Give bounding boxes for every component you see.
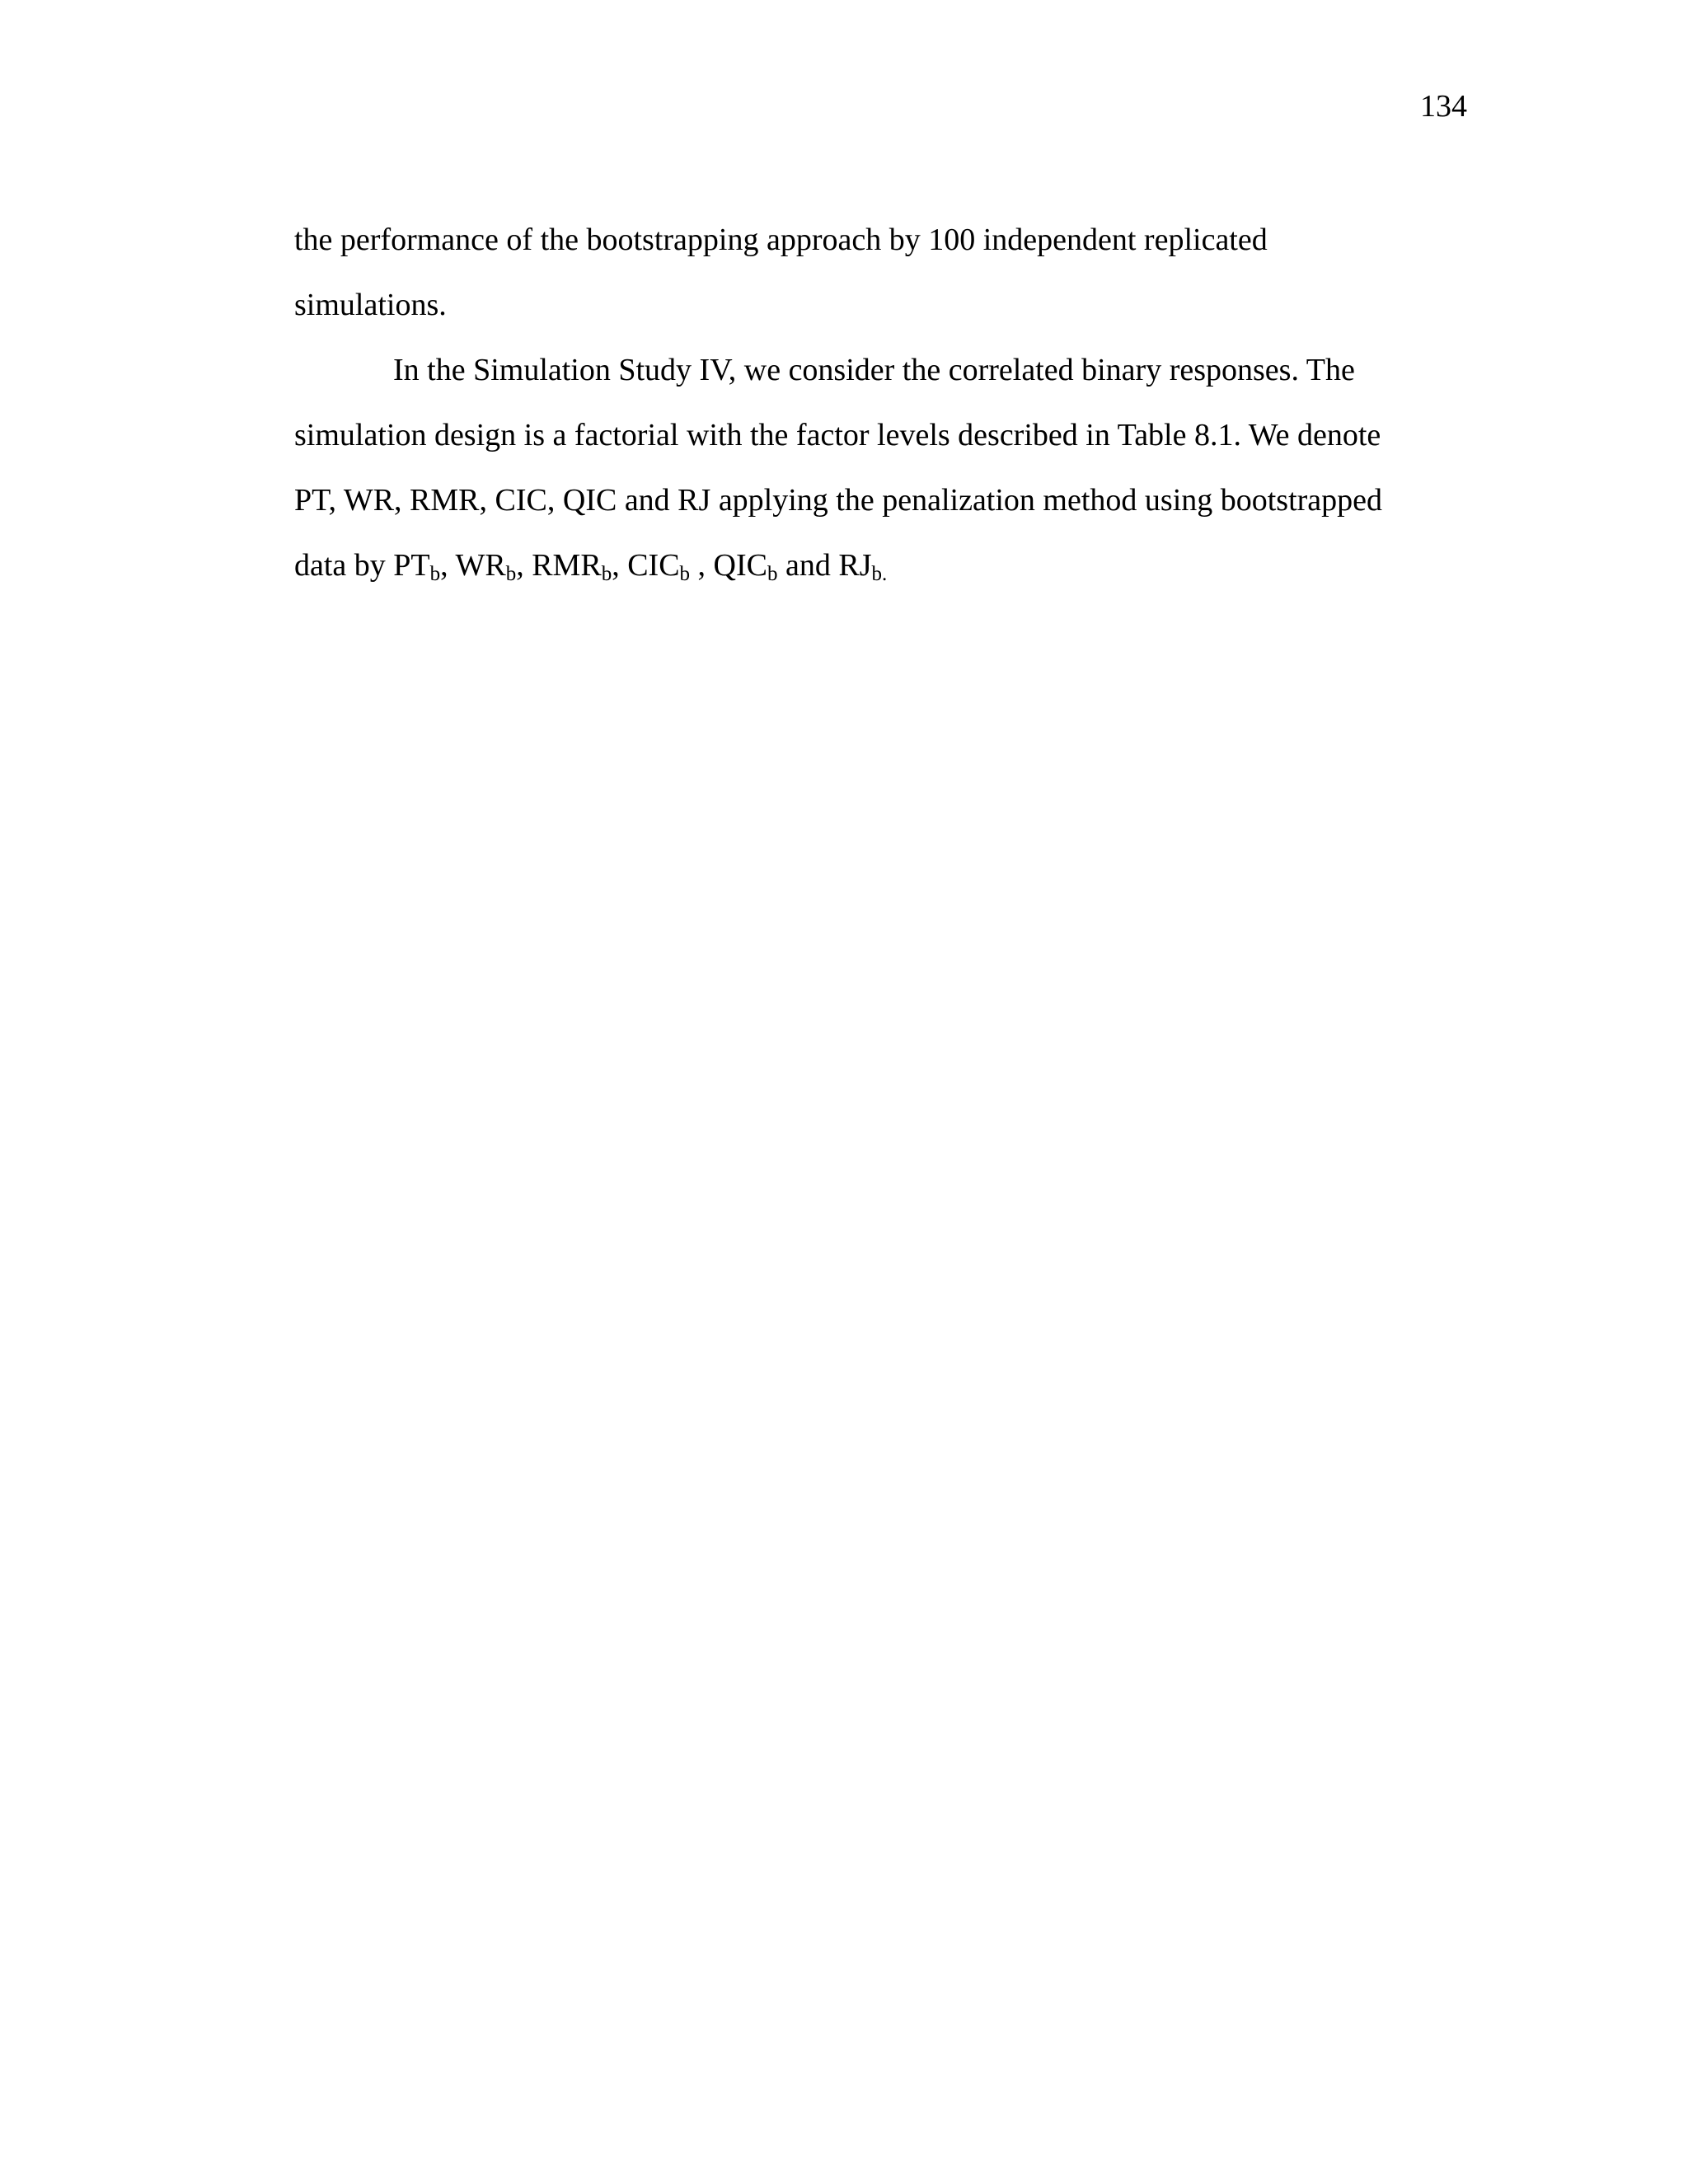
method-rmr — [532, 548, 612, 583]
paragraph-2-line-4 — [294, 533, 1489, 598]
method-subscript: b — [679, 563, 691, 585]
separator: , — [612, 548, 628, 583]
method-cic — [627, 548, 690, 583]
paragraph-1-line-2: simulations. — [294, 288, 447, 322]
paragraph-2-line-2: simulation design is a factorial with the factor levels described in Table 8.1. We denote — [294, 418, 1381, 452]
paragraph-2-line-3: PT, WR, RMR, CIC, QIC and RJ applying the penalization method using bootstrapped — [294, 483, 1383, 518]
paragraph-1-line-1: the performance of the bootstrapping approach by 100 independent replicated — [294, 223, 1268, 257]
method-base: RMR — [532, 548, 602, 583]
method-base: RJ — [838, 548, 872, 583]
method-base: PT — [393, 548, 430, 583]
separator: , — [516, 548, 532, 583]
paragraph-2-line-1: In the Simulation Study IV, we consider the correlated binary responses. The — [393, 353, 1355, 387]
method-base: QIC — [713, 548, 767, 583]
method-wr — [455, 548, 516, 583]
method-subscript: b — [429, 563, 441, 585]
separator: and — [777, 548, 839, 583]
method-base: CIC — [627, 548, 680, 583]
separator: , — [440, 548, 456, 583]
separator: , — [690, 548, 714, 583]
line-4-prefix: data by — [294, 548, 394, 583]
method-pt — [393, 548, 440, 583]
method-qic — [714, 548, 778, 583]
method-base: WR — [455, 548, 506, 583]
method-subscript: b. — [871, 563, 888, 585]
body-text — [294, 208, 1489, 598]
method-rj — [838, 548, 887, 583]
method-subscript: b — [601, 563, 612, 585]
method-subscript: b — [505, 563, 517, 585]
page-number: 134 — [1420, 89, 1467, 124]
method-subscript: b — [767, 563, 778, 585]
